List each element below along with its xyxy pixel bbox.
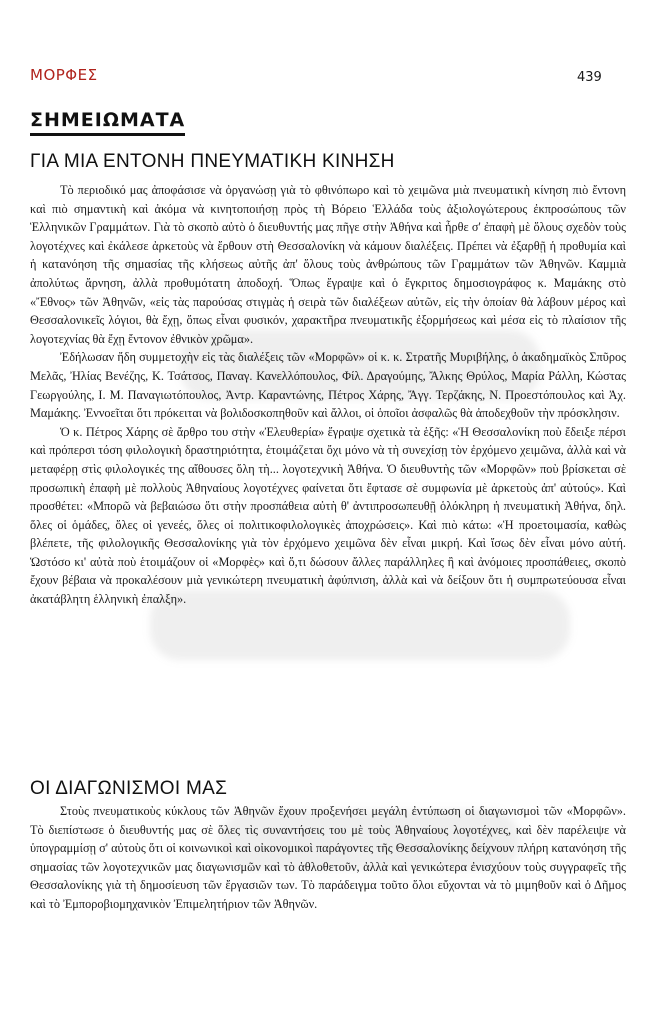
paragraph: Ἐδήλωσαν ἤδη συμμετοχὴν εἰς τὰς διαλέξεις τῶν «Μορφῶν» οἱ κ. κ. Στρατῆς Μυριβήλης, ὁ ἀκαδημαϊκὸς Σπῦρος Μελᾶς, Ἠλίας Βενέζης, Κ. Τσάτσος, Παναγ. Κανελλόπουλος, Φίλ. Δραγούμης, Ἄλκης Θρύλος, Μαρία Ράλλη, Κώστας Γεωργούλης, Ι. Μ. Παναγιωτόπουλος, Ἀντρ. Καραντώνης, Πέτρος Χάρης, Ἄγγ. Τερζάκης, Ν. Προεστόπουλος καὶ Ἀχ. Μαμάκης. Ἐννοεῖται ὅτι πρόκειται νὰ βολιδοσκοπηθοῦν καὶ ἄλλοι, οἱ ὁποῖοι ἀσφαλῶς θὰ ἀποδεχθοῦν τὴν πρόσκλησιν. — [30, 350, 626, 421]
section-heading: ΣΗΜΕΙΩΜΑΤΑ — [30, 109, 185, 136]
paragraph: Στοὺς πνευματικοὺς κύκλους τῶν Ἀθηνῶν ἔχουν προξενήσει μεγάλη ἐντύπωση οἱ διαγωνισμοὶ τῶν «Μορφῶν». Τὸ διεπίστωσε ὁ διευθυντής μας σὲ ὅλες τὶς συναντήσεις του μὲ τοὺς Ἀθηναίους λογοτέχνες, καὶ δὲν παρέλειψε νὰ ὑπογραμμίσῃ σ' αὐτοὺς ὅτι οἱ κοινωνικοὶ καὶ οἰκονομικοὶ παράγοντες τῆς Θεσσαλονίκης δείχνουν πλήρη κατανόηση τῆς σημασίας τῶν λογοτεχνικῶν μας διαγωνισμῶν καὶ τὸ ἀθλοθετοῦν, ἀλλὰ καὶ γενικώτερα ἐνισχύουν τοὺς συγγραφεῖς τῆς Θεσσαλονίκης γιὰ τὴ δημοσίευση τῶν ἔργασιῶν των. Τὸ παράδειγμα τοῦτο ὅλοι εὔχονται νὰ τὸ μιμηθοῦν καὶ ὁ Δῆμος καὶ τὸ Ἐμπορoβιομηχανικὸν Ἐπιμελητήριον τῶν Ἀθηνῶν. — [30, 804, 626, 911]
running-title: ΜΟΡΦΕΣ — [30, 66, 98, 84]
article-body — [30, 802, 626, 914]
article-heading: ΓΙΑ ΜΙΑ ΕΝΤΟΝΗ ΠΝΕΥΜΑΤΙΚΗ ΚΙΝΗΣΗ — [30, 151, 395, 172]
paragraph: Τὸ περιοδικό μας ἀποφάσισε νὰ ὀργανώσῃ γιὰ τὸ φθινόπωρο καὶ τὸ χειμῶνα μιὰ πνευματικὴ κίνηση πιὸ ἔντονη καὶ πιὸ σημαντικὴ καὶ ἀκόμα νὰ κινητοποιήσῃ πρὸς τὴ Βόρειο Ἑλλάδα τοὺς ἀξιολογώτερους ἐκπροσώπους τῶν Ἑλληνικῶν Γραμμάτων. Γιὰ τὸ σκοπὸ αὐτὸ ὁ διευθυντής μας πῆγε στὴν Ἀθήνα καὶ ἦρθε σ' ἐπαφὴ μὲ ὅλους σχεδὸν τοὺς λογοτέχνες καὶ ἐκάλεσε ἀρκετοὺς νὰ ἔρθουν στὴ Θεσσαλονίκη νὰ κάμουν διαλέξεις. Πρέπει νὰ ἐξαρθῇ ἡ προθυμία καὶ ἡ κατανόηση τῆς σημασίας τῆς κλήσεως αὐτῆς ἀπ' ὅλους τοὺς ἀνθρώπους τῶν Γραμμάτων τῶν Ἀθηνῶν. Καμμιὰ ἀπολύτως ἄρνηση, ἀλλὰ προθυμότατη ἀποδοχή. Ὅπως ἔγραψε καὶ ὁ ἔγκριτος δημοσιογράφος κ. Μαμάκης στὸ «Ἔθνος» τῶν Ἀθηνῶν, «εἰς τὰς παρούσας στιγμὰς ἡ σειρὰ τῶν διαλέξεων αὐτῶν, εἰς τὴν ὁποίαν θὰ λάβουν μέρος καὶ Θεσσαλονικεῖς λόγιοι, θὰ ἔχῃ, ὅπως εἶναι φυσικόν, χαρακτῆρα πνευματικῆς ἐξορμήσεως καὶ μέσα εἰς τὸ πλαίσιον τῆς λογοτεχνίας θὰ ἔχῃ ἔντονον ἐθνικὸν χρῶμα». — [30, 183, 626, 346]
article-heading: ΟΙ ΔΙΑΓΩΝΙΣΜΟΙ ΜΑΣ — [30, 778, 228, 799]
article-body — [30, 181, 626, 609]
page-number: 439 — [577, 70, 602, 85]
paragraph: Ὁ κ. Πέτρος Χάρης σὲ ἄρθρο του στὴν «Ἐλευθερία» ἔγραψε σχετικὰ τὰ ἑξῆς: «Ἡ Θεσσαλονίκη ποὺ ἔδειξε πέρσι καὶ πρόπερσι τόση φιλολογικὴ δραστηριότητα, ἑτοιμάζεται ὄχι μόνο νὰ τὴ συνεχίσῃ τὸν ἐρχόμενο χειμῶνα, ἀλλὰ καὶ νὰ μεταφέρῃ στὶς φιλολογικές της αἴθουσες ὅλη τὴ... λογοτεχνικὴ Ἀθήνα. Ὁ διευθυντὴς τῶν «Μορφῶν» ποὺ βρίσκεται σὲ προσωπικὴ ἐπαφὴ μὲ πολλοὺς Ἀθηναίους λογοτέχνες φαίνεται ὅτι ἔφτασε σὲ συμφωνία μὲ ἀρκετοὺς ἀπ' αὐτούς». Καὶ προσθέτει: «Μπορῶ νὰ βεβαιώσω ὅτι στὴν προσπάθεια αὐτὴ θ' ἀντιπροσωπευθῇ ὁλόκληρη ἡ πνευματικὴ Ἀθήνα, δηλ. ὅλες οἱ ὁμάδες, ὅλες οἱ γενεές, ὅλες οἱ πολιτικοφιλολογικὲς ἀποχρώσεις». Καὶ πιὸ κάτω: «Ἡ προετοιμασία, καθὼς βλέπετε, τῆς φιλολογικῆς Θεσσαλονίκης γιὰ τὸν ἐρχόμενο χειμῶνα δὲν εἶναι μικρή. Καὶ ἴσως δὲν εἶναι μόνο αὐτή. Ὡστόσο κι' αὐτὰ ποὺ ἑτοιμάζουν οἱ «Μορφὲς» καὶ ὅ,τι δώσουν ἄλλες παράλληλες ἢ καὶ ἀνόμοιες προσπάθειες, σκοπὸ ἔχουν βέβαια νὰ προκαλέσουν μιὰ γενικώτερη πνευματικὴ ἀφύπνιση, ἀλλὰ καὶ νὰ δείξουν ὅτι ἡ συμπρωτεύουσα εἶναι ἀκατάβλητη ἑλληνικὴ ἐπαλξη». — [30, 424, 626, 607]
